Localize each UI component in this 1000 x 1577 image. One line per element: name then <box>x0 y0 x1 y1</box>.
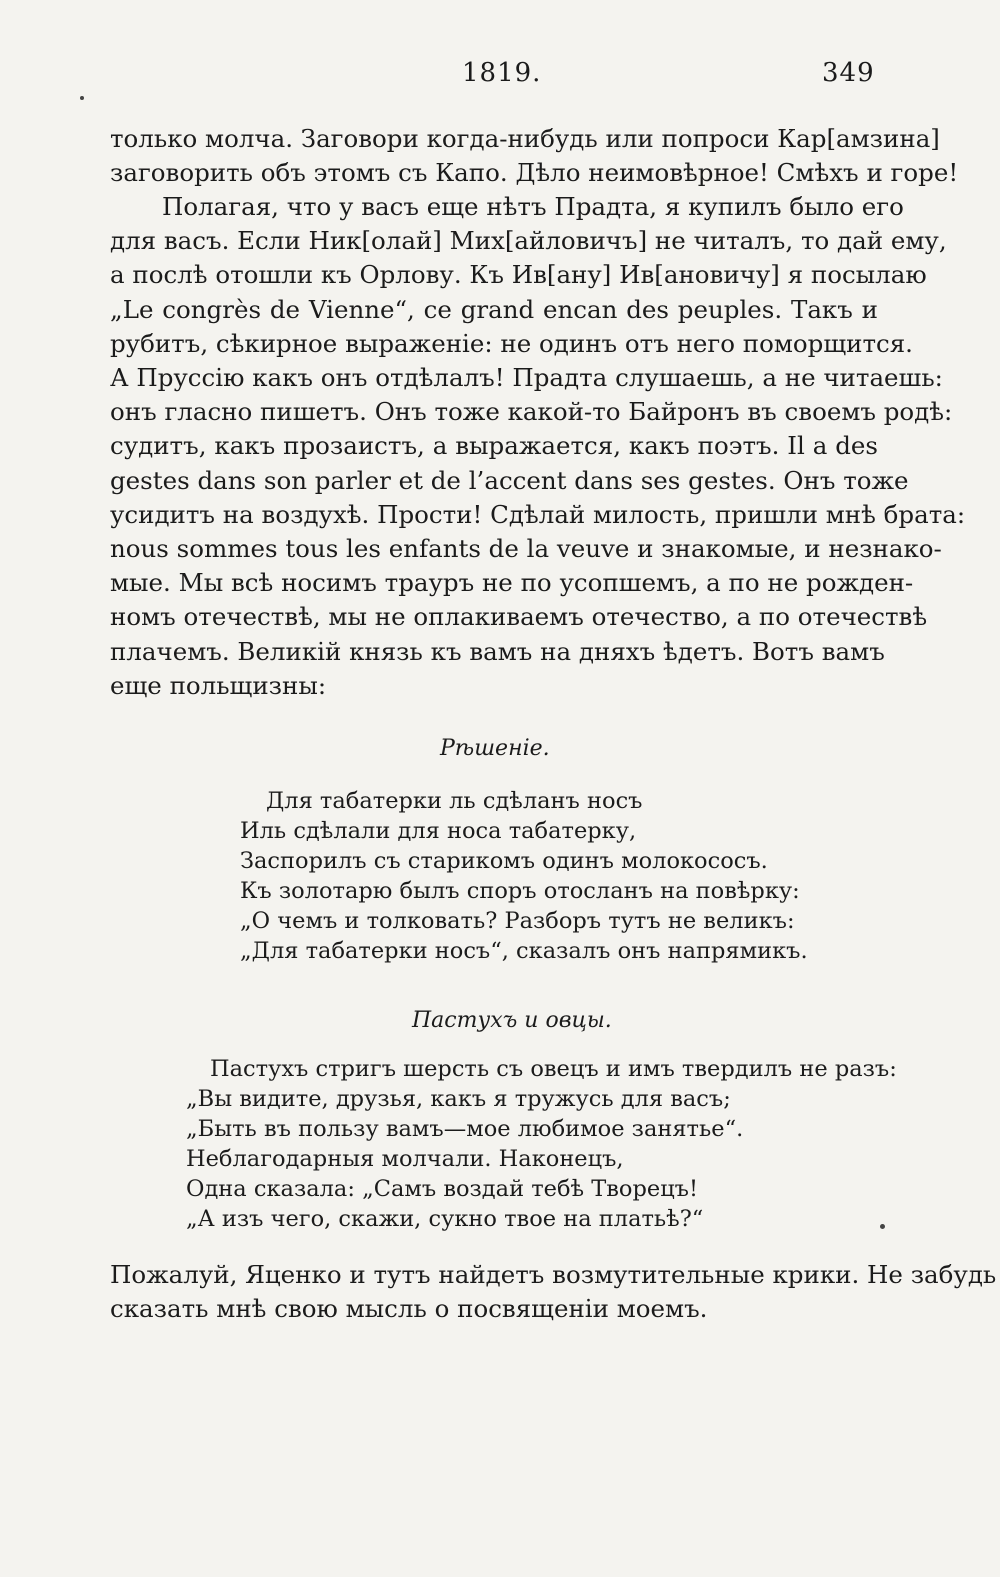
poem-1 <box>240 786 808 966</box>
paper-speck <box>880 1224 885 1229</box>
poem-2 <box>186 1054 897 1234</box>
poem-title: Рѣшеніе. <box>440 736 550 761</box>
text-line: для васъ. Если Ник[олай] Мих[айловичъ] не читалъ, то дай ему, <box>110 226 947 256</box>
poem-verse: Заспорилъ съ старикомъ одинъ молокососъ. <box>240 848 768 874</box>
poem-verse: Неблагодарныя молчали. Наконецъ, <box>186 1146 624 1172</box>
text-line: мые. Мы всѣ носимъ трауръ не по усопшемъ, а по не рожден- <box>110 568 914 598</box>
text-line: усидитъ на воздухѣ. Прости! Сдѣлай милость, пришли мнѣ брата: <box>110 499 966 529</box>
text-line: онъ гласно пишетъ. Онъ тоже какой-то Байронъ въ своемъ родѣ: <box>110 397 953 427</box>
text-line: номъ отечествѣ, мы не оплакиваемъ отечество, а по отечествѣ <box>110 602 928 632</box>
text-line: А Пруссію какъ онъ отдѣлалъ! Прадта слушаешь, а не читаешь: <box>110 363 943 393</box>
text-line: „Le congrès de Vienne“, ce grand encan des peuples. Такъ и <box>110 294 878 324</box>
poem-verse: „Вы видите, друзья, какъ я тружусь для васъ; <box>186 1086 731 1112</box>
poem-title: Пастухъ и овцы. <box>412 1008 612 1033</box>
header-year: 1819. <box>462 58 542 88</box>
poem-verse: Иль сдѣлали для носа табатерку, <box>240 818 637 844</box>
running-header <box>0 58 1000 98</box>
paper-speck <box>80 96 84 100</box>
paragraph-2 <box>110 190 966 703</box>
text-line: еще польщизны: <box>110 670 327 700</box>
text-line: а послѣ отошли къ Орлову. Къ Ив[ану] Ив[ановичу] я посылаю <box>110 260 927 290</box>
poem-verse: Для табатерки ль сдѣланъ носъ <box>266 788 643 814</box>
text-line: судитъ, какъ прозаистъ, а выражается, какъ поэтъ. Il a des <box>110 431 878 461</box>
text-line: плачемъ. Великій князь къ вамъ на дняхъ ѣдетъ. Вотъ вамъ <box>110 636 885 666</box>
poem-verse: Пастухъ стригъ шерсть съ овецъ и имъ твердилъ не разъ: <box>210 1056 897 1082</box>
poem-verse: „А изъ чего, скажи, сукно твое на платьѣ?“ <box>186 1206 704 1232</box>
poem-verse: „О чемъ и толковать? Разборъ тутъ не великъ: <box>240 908 795 934</box>
text-line: только молча. Заговори когда-нибудь или попроси Кар[амзина] <box>110 124 940 153</box>
text-line: Пожалуй, Яценко и тутъ найдетъ возмутительные крики. Не забудь <box>110 1260 997 1289</box>
poem-verse: Одна сказала: „Самъ воздай тебѣ Творецъ! <box>186 1176 699 1202</box>
page-number: 349 <box>822 58 875 88</box>
paragraph-1 <box>110 122 959 190</box>
text-line: заговорить объ этомъ съ Капо. Дѣло неимовѣрное! Смѣхъ и горе! <box>110 158 959 188</box>
poem-verse: Къ золотарю былъ споръ отосланъ на повѣрку: <box>240 878 800 904</box>
paragraph-3 <box>110 1258 997 1326</box>
text-line: сказать мнѣ свою мысль о посвященіи моемъ. <box>110 1294 708 1324</box>
text-line: рубитъ, сѣкирное выраженіе: не одинъ отъ него поморщится. <box>110 328 913 358</box>
text-line: gestes dans son parler et de l’accent dans ses gestes. Онъ тоже <box>110 465 909 495</box>
text-line: Полагая, что у васъ еще нѣтъ Прадта, я купилъ было его <box>162 192 904 221</box>
poem-verse: „Для табатерки носъ“, сказалъ онъ напрямикъ. <box>240 938 808 964</box>
poem-verse: „Быть въ пользу вамъ—мое любимое занятье“. <box>186 1116 744 1142</box>
text-line: nous sommes tous les enfants de la veuve и знакомые, и незнако- <box>110 534 942 564</box>
